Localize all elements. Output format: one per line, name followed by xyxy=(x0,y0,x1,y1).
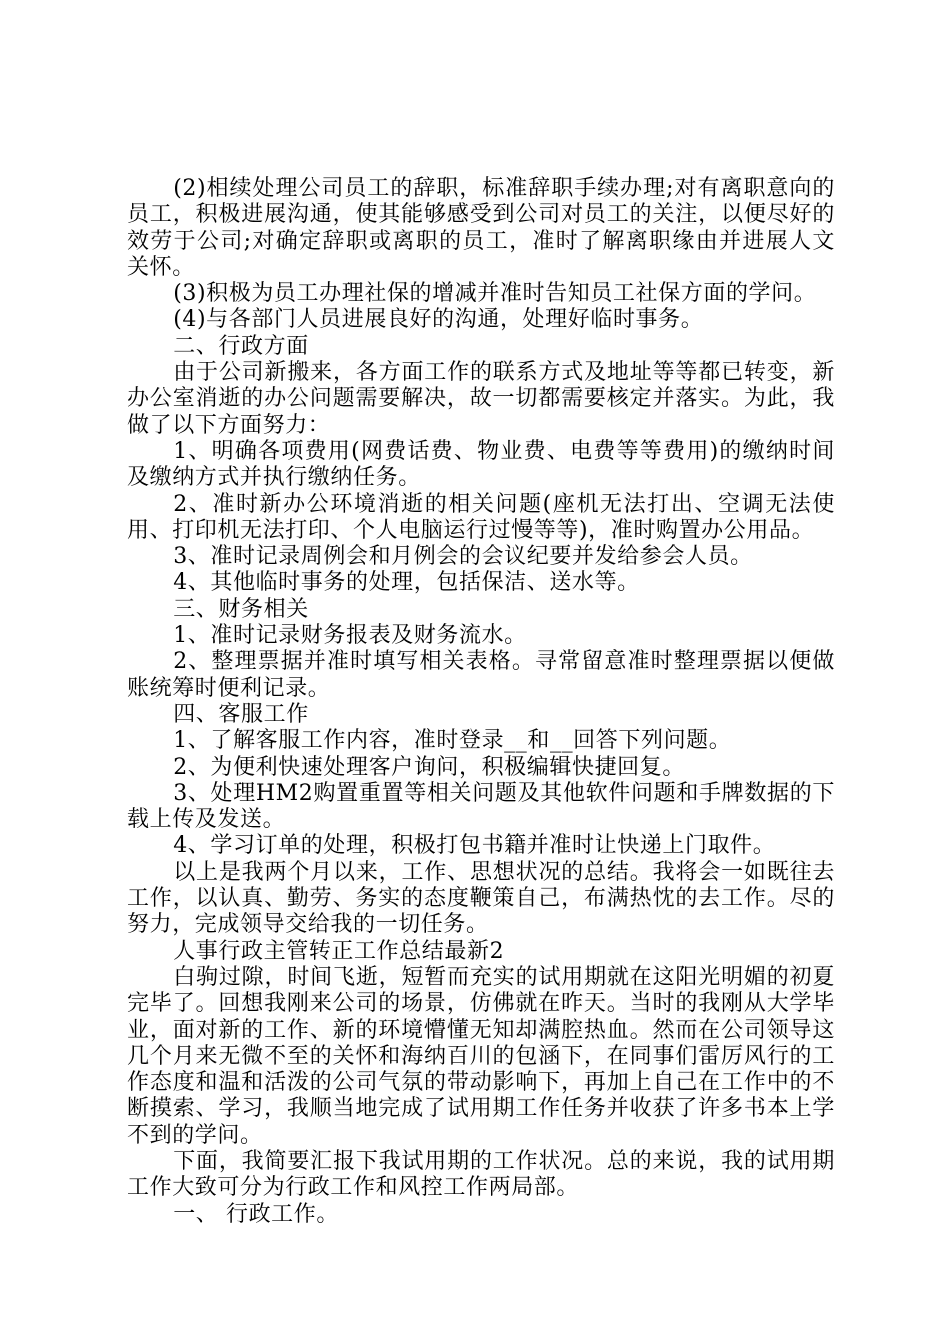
paragraph: 3、处理HM2购置重置等相关问题及其他软件问题和手牌数据的下载上传及发送。 xyxy=(127,780,835,833)
paragraph: 1、明确各项费用(网费话费、物业费、电费等等费用)的缴纳时间及缴纳方式并执行缴纳任务。 xyxy=(127,438,835,491)
paragraph: 1、了解客服工作内容，准时登录__和__回答下列问题。 xyxy=(173,728,732,754)
paragraph: 以上是我两个月以来，工作、思想状况的总结。我将会一如既往去工作，以认真、勤劳、务实的态度鞭策自己，布满热忱的去工作。尽的努力，完成领导交给我的一切任务。 xyxy=(127,859,835,938)
section-heading: 一、 行政工作。 xyxy=(173,1201,339,1227)
paragraph: 2、准时新办公环境消逝的相关问题(座机无法打出、空调无法使用、打印机无法打印、个人电脑运行过慢等等)，准时购置办公用品。 xyxy=(127,491,835,543)
section-heading: 二、行政方面 xyxy=(173,333,309,359)
paragraph: 4、学习订单的处理，积极打包书籍并准时让快递上门取件。 xyxy=(173,833,776,859)
paragraph: 2、整理票据并准时填写相关表格。寻常留意准时整理票据以便做账统筹时便利记录。 xyxy=(127,649,835,701)
paragraph: (2)相续处理公司员工的辞职，标准辞职手续办理;对有离职意向的员工，积极进展沟通，使其能够感受到公司对员工的关注，以便尽好的效劳于公司;对确定辞职或离职的员工，准时了解离职缘由并进展人文关怀。 xyxy=(127,176,835,280)
section-heading: 四、客服工作 xyxy=(173,701,309,727)
paragraph: 4、其他临时事务的处理，包括保洁、送水等。 xyxy=(173,570,640,596)
document-body xyxy=(127,176,835,1228)
paragraph: 由于公司新搬来，各方面工作的联系方式及地址等等都已转变，新办公室消逝的办公问题需要解决，故一切都需要核定并落实。为此，我做了以下方面努力： xyxy=(127,360,835,438)
paragraph: (3)积极为员工办理社保的增减并准时告知员工社保方面的学问。 xyxy=(173,281,817,307)
section-heading: 三、财务相关 xyxy=(173,596,309,622)
paragraph: 1、准时记录财务报表及财务流水。 xyxy=(173,623,527,649)
paragraph: 下面，我简要汇报下我试用期的工作状况。总的来说，我的试用期工作大致可分为行政工作和风控工作两局部。 xyxy=(127,1148,835,1201)
paragraph: 白驹过隙，时间飞逝，短暂而充实的试用期就在这阳光明媚的初夏完毕了。回想我刚来公司的场景，仿佛就在昨天。当时的我刚从大学毕业，面对新的工作、新的环境懵懂无知却满腔热血。然而在公司领导这几个月来无微不至的关怀和海纳百川的包涵下，在同事们雷厉风行的工作态度和温和活泼的公司气氛的带动影响下，再加上自己在工作中的不断摸索、学习，我顺当地完成了试用期工作任务并收获了许多书本上学不到的学问。 xyxy=(127,964,835,1148)
paragraph: 3、准时记录周例会和月例会的会议纪要并发给参会人员。 xyxy=(173,544,753,570)
document-title: 人事行政主管转正工作总结最新2 xyxy=(173,938,505,964)
paragraph: (4)与各部门人员进展良好的沟通，处理好临时事务。 xyxy=(173,307,704,333)
paragraph: 2、为便利快速处理客户询问，积极编辑快捷回复。 xyxy=(173,754,685,780)
